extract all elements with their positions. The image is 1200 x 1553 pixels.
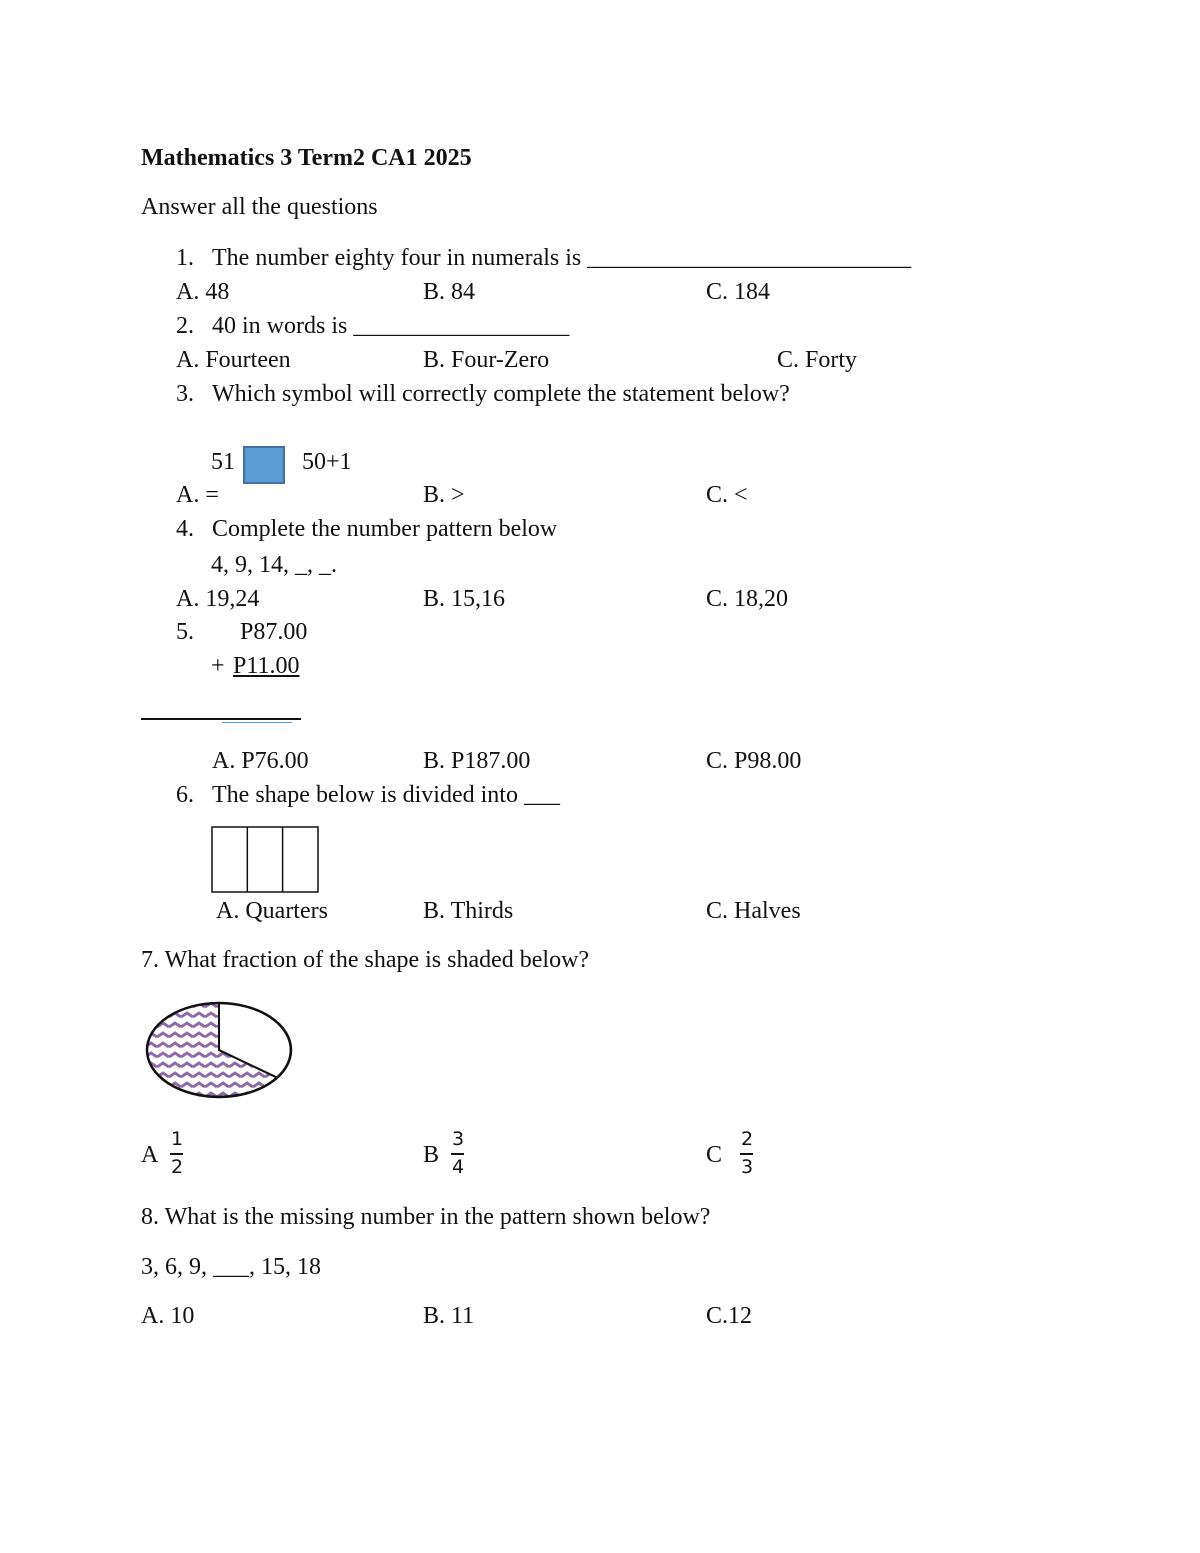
q6-option-b: B. Thirds [423,898,514,924]
q3-option-c: C. < [706,482,748,508]
q7-option-a-denominator: 2 [170,1156,184,1178]
q4-pattern: 4, 9, 14, _, _. [211,552,337,578]
q5-number: 5. [176,619,194,645]
q5-option-c: C. P98.00 [706,748,802,774]
q5-plus-sign: + [211,653,225,679]
q4-text: Complete the number pattern below [212,516,558,542]
q4-number: 4. [176,516,194,542]
q1-option-c: C. 184 [706,279,771,305]
q4-option-c: C. 18,20 [706,586,789,612]
q2-option-a: A. Fourteen [176,347,291,373]
q8-option-b: B. 11 [423,1303,475,1329]
q8-text: 8. What is the missing number in the pattern shown below? [141,1204,711,1230]
instructions: Answer all the questions [141,194,378,220]
q6-text: The shape below is divided into ___ [212,782,560,808]
q3-number: 3. [176,381,194,407]
q4-option-a: A. 19,24 [176,586,260,612]
q2-text: 40 in words is __________________ [212,313,570,339]
divided-rectangle [211,826,321,894]
q7-option-a-numerator: 1 [170,1128,184,1150]
answer-box [243,446,285,484]
sum-line [141,718,301,720]
q6-option-a: A. Quarters [216,898,328,924]
q7-option-a-fraction-bar [170,1153,183,1155]
q5-addend-1: P87.00 [240,619,308,645]
q7-option-c-letter: C [706,1142,723,1168]
q7-option-b-fraction-bar [451,1153,464,1155]
sum-line-accent [222,722,292,723]
q7-option-b-letter: B [423,1142,440,1168]
shaded-circle [145,1000,295,1102]
q8-option-c: C.12 [706,1303,753,1329]
q8-option-a: A. 10 [141,1303,195,1329]
q2-option-c: C. Forty [777,347,858,373]
page-title: Mathematics 3 Term2 CA1 2025 [141,145,472,171]
q8-pattern: 3, 6, 9, ___, 15, 18 [141,1254,321,1280]
q1-number: 1. [176,245,194,271]
q2-number: 2. [176,313,194,339]
q3-option-b: B. > [423,482,465,508]
q7-option-a-letter: A [141,1142,159,1168]
q7-option-c-denominator: 3 [740,1156,754,1178]
q7-option-b-numerator: 3 [451,1128,465,1150]
q7-option-c-fraction-bar [740,1153,753,1155]
q2-option-b: B. Four-Zero [423,347,550,373]
q4-option-b: B. 15,16 [423,586,506,612]
q7-option-b-denominator: 4 [451,1156,465,1178]
q3-option-a: A. = [176,482,219,508]
q6-number: 6. [176,782,194,808]
q3-right-value: 50+1 [302,449,352,475]
q1-text: The number eighty four in numerals is ___________________________ [212,245,912,271]
q3-text: Which symbol will correctly complete the statement below? [212,381,790,407]
q5-addend-2: P11.00 [233,653,300,679]
q1-option-a: A. 48 [176,279,230,305]
q1-option-b: B. 84 [423,279,476,305]
q7-text: 7. What fraction of the shape is shaded below? [141,947,590,973]
q6-option-c: C. Halves [706,898,801,924]
q7-option-c-numerator: 2 [740,1128,754,1150]
q5-option-b: B. P187.00 [423,748,531,774]
q3-left-value: 51 [211,449,235,475]
q5-option-a: A. P76.00 [212,748,309,774]
